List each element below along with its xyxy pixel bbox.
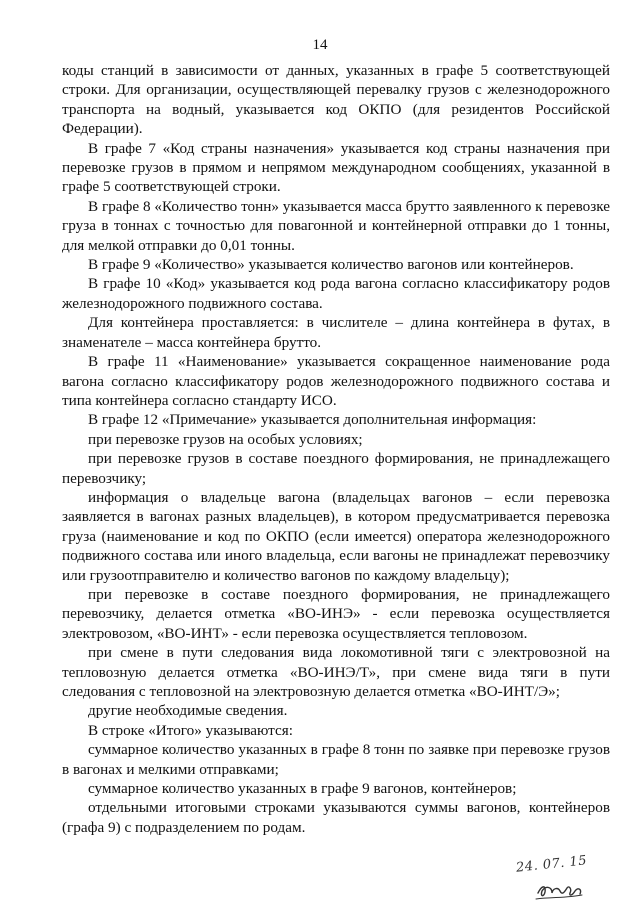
paragraph-16: суммарное количество указанных в графе 8 тонн по заявке при перевозке грузов в вагонах и мелкими отправками;	[62, 741, 610, 778]
paragraph-4: В графе 9 «Количество» указывается количество вагонов или контейнеров.	[88, 256, 574, 274]
paragraph-18: отдельными итоговыми строками указываются суммы вагонов, контейнеров (графа 9) с подразделением по родам.	[62, 799, 610, 836]
paragraph-6: Для контейнера проставляется: в числителе – длина контейнера в футах, в знаменателе – масса контейнера брутто.	[62, 314, 610, 351]
paragraph-10: при перевозке грузов в составе поездного формирования, не принадлежащего перевозчику;	[62, 450, 610, 487]
handwritten-date: 24. 07. 15	[515, 853, 588, 876]
paragraph-2: В графе 7 «Код страны назначения» указывается код страны назначения при перевозке грузов в прямом и непрямом международном сообщениях, указанной в графе 5 соответствующей строки.	[62, 139, 610, 196]
paragraph-8: В графе 12 «Примечание» указывается дополнительная информация:	[88, 411, 537, 429]
paragraph-14: другие необходимые сведения.	[88, 702, 288, 720]
paragraph-13: при смене в пути следования вида локомотивной тяги с электровозной на тепловозную делается отметка «ВО-ИНЭ/Т», при смене вида тяги в пути следования с тепловозной на электровозную делается отметка «ВО-ИНТ/Э»;	[62, 644, 610, 700]
paragraph-12: при перевозке в составе поездного формирования, не принадлежащего перевозчику, делается отметка «ВО-ИНЭ» - если перевозка осуществляется электровозом, «ВО-ИНТ» - если перевозка осуществляется тепловозом.	[62, 585, 610, 642]
handwritten-annotation	[512, 855, 602, 905]
document-body	[62, 61, 610, 837]
paragraph-9: при перевозке грузов на особых условиях;	[88, 430, 363, 448]
page-number: 14	[312, 37, 328, 53]
paragraph-15: В строке «Итого» указываются:	[88, 721, 293, 739]
paragraph-7: В графе 11 «Наименование» указывается сокращенное наименование рода вагона согласно классификатору родов железнодорожного подвижного состава и типа контейнера согласно стандарту ИСО.	[62, 353, 610, 409]
paragraph-5: В графе 10 «Код» указывается код рода вагона согласно классификатору родов железнодорожного подвижного состава.	[62, 275, 610, 312]
paragraph-11: информация о владельце вагона (владельцах вагонов – если перевозка заявляется в вагонах разных владельцев), в котором предусматривается перевозка груза (наименование и код по ОКПО (если имеется) оператора железнодорожного подвижного состава или иного владельца, если вагоны не принадлежат перевозчику или грузоотправителю и количество вагонов по каждому владельцу);	[62, 488, 610, 584]
paragraph-17: суммарное количество указанных в графе 9 вагонов, контейнеров;	[88, 780, 517, 798]
paragraph-3: В графе 8 «Количество тонн» указывается масса брутто заявленного к перевозке груза в тоннах с точностью для повагонной и контейнерной отправки до 1 тонны, для мелкой отправки до 0,01 тонны.	[62, 197, 610, 254]
paragraph-1: коды станций в зависимости от данных, указанных в графе 5 соответствующей строки. Для организации, осуществляющей перевалку грузов с железнодорожного транспорта на водный, указывается код ОКПО (для резидентов Российской Федерации).	[62, 62, 610, 138]
